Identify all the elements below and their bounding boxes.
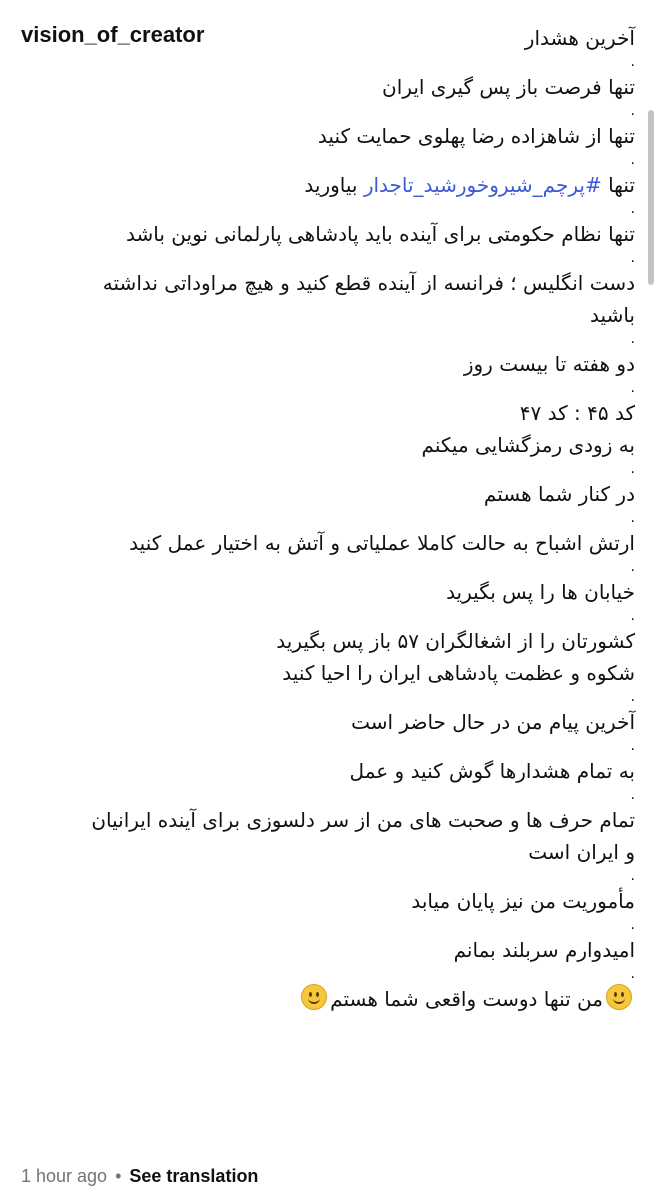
caption-dot: . xyxy=(630,380,635,396)
caption-line: در کنار شما هستم xyxy=(483,482,635,506)
caption-line: تنها از شاهزاده رضا پهلوی حمایت کنید xyxy=(317,124,635,148)
caption-line: به تمام هشدارها گوش کنید و عمل xyxy=(349,759,635,783)
caption-line: تنها نظام حکومتی برای آینده باید پادشاهی پارلمانی نوین باشد xyxy=(126,222,635,246)
caption-line: دست انگلیس ؛ فرانسه از آینده قطع کنید و هیچ مراوداتی نداشته xyxy=(102,271,635,295)
caption-line: تنها فرصت باز پس گیری ایران xyxy=(382,75,635,99)
caption-line: به زودی رمزگشایی میکنم xyxy=(421,433,635,457)
caption-line: شکوه و عظمت پادشاهی ایران را احیا کنید xyxy=(282,661,635,685)
smiling-face-emoji-icon xyxy=(606,984,632,1010)
caption-dot: . xyxy=(630,250,635,266)
post-footer xyxy=(21,1166,258,1187)
caption-dot: . xyxy=(630,152,635,168)
caption-dot: . xyxy=(630,103,635,119)
caption-line: خیابان ها را پس بگیرید xyxy=(446,580,635,604)
caption-dot: . xyxy=(630,868,635,884)
smiling-face-emoji-icon xyxy=(301,984,327,1010)
footer-separator: • xyxy=(115,1166,122,1186)
caption-dot: . xyxy=(630,917,635,933)
scrollbar-thumb[interactable] xyxy=(648,110,654,285)
caption-dot: . xyxy=(630,54,635,70)
see-translation-button[interactable]: See translation xyxy=(129,1166,259,1186)
caption-line-final xyxy=(25,983,635,1015)
caption-line: کشورتان را از اشغالگران ۵۷ باز پس بگیرید xyxy=(276,629,635,653)
caption-dot: . xyxy=(630,461,635,477)
caption-dot: . xyxy=(630,689,635,705)
caption-line: تمام حرف ها و صحبت های من از سر دلسوزی برای آینده ایرانیان xyxy=(91,808,635,832)
caption-dot: . xyxy=(630,510,635,526)
post-author-username[interactable]: vision_of_creator xyxy=(21,22,205,47)
post-caption xyxy=(25,22,635,1015)
hashtag-link[interactable]: #پرچم_شیروخورشید_تاجدار xyxy=(363,173,602,197)
caption-dot: . xyxy=(630,966,635,982)
caption-text: بیاورید xyxy=(304,173,358,197)
caption-dot: . xyxy=(630,608,635,624)
caption-text: تنها xyxy=(608,173,635,197)
caption-line: امیدوارم سربلند بمانم xyxy=(453,938,635,962)
caption-dot: . xyxy=(630,559,635,575)
caption-dot: . xyxy=(630,787,635,803)
post-timestamp[interactable]: 1 hour ago xyxy=(21,1166,108,1186)
caption-line: دو هفته تا بیست روز xyxy=(463,352,635,376)
caption-line-with-hashtag xyxy=(25,169,635,201)
caption-line: کد ۴۵ : کد ۴۷ xyxy=(519,401,635,425)
caption-text: من تنها دوست واقعی شما هستم xyxy=(330,987,603,1011)
caption-line: آخرین هشدار xyxy=(524,26,635,50)
caption-line: آخرین پیام من در حال حاضر است xyxy=(351,710,635,734)
caption-line: باشید xyxy=(590,303,635,327)
caption-line: مأموریت من نیز پایان میابد xyxy=(411,889,635,913)
caption-line: و ایران است xyxy=(528,840,635,864)
caption-dot: . xyxy=(630,331,635,347)
caption-line: ارتش اشباح به حالت کاملا عملیاتی و آتش به اختیار عمل کنید xyxy=(129,531,635,555)
caption-dot: . xyxy=(630,738,635,754)
caption-dot: . xyxy=(630,201,635,217)
